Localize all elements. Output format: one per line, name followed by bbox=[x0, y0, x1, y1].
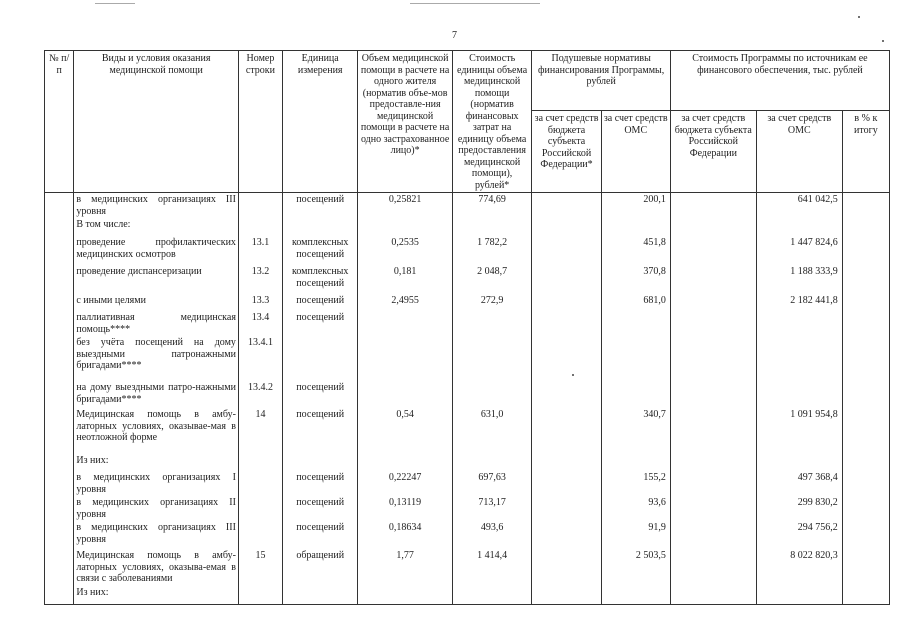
cell-norms-oms: 93,6 bbox=[601, 496, 670, 521]
cell-unit: комплексных посещений bbox=[282, 236, 357, 265]
cell-unit-cost bbox=[452, 218, 532, 236]
cell-unit-cost: 713,17 bbox=[452, 496, 532, 521]
cell-unit-cost: 1 782,2 bbox=[452, 236, 532, 265]
cell-unit bbox=[282, 218, 357, 236]
cell-line-number bbox=[238, 193, 282, 219]
cell-volume: 0,13119 bbox=[358, 496, 452, 521]
table-header bbox=[45, 51, 890, 193]
cell-unit-cost: 2 048,7 bbox=[452, 265, 532, 294]
cell-care-kind: паллиативная медицинская помощь**** bbox=[74, 311, 239, 336]
cell-row-number bbox=[45, 236, 74, 265]
cell-row-number bbox=[45, 586, 74, 604]
cell-sources-percent bbox=[842, 521, 889, 549]
cell-volume: 0,2535 bbox=[358, 236, 452, 265]
cell-unit bbox=[282, 586, 357, 604]
cell-sources-percent bbox=[842, 294, 889, 311]
cell-line-number bbox=[238, 454, 282, 471]
cell-sources-budget bbox=[670, 336, 756, 381]
cell-unit-cost bbox=[452, 454, 532, 471]
cell-sources-budget bbox=[670, 521, 756, 549]
cell-line-number: 15 bbox=[238, 549, 282, 586]
cell-care-kind: проведение профилактических медицинских осмотров bbox=[74, 236, 239, 265]
cell-unit: обращений bbox=[282, 549, 357, 586]
header-norms-budget: за счет средств бюджета субъекта Российской Федерации* bbox=[532, 111, 601, 193]
table-row bbox=[45, 218, 890, 236]
cell-sources-oms bbox=[756, 218, 842, 236]
cell-norms-oms bbox=[601, 454, 670, 471]
cell-volume: 0,54 bbox=[358, 408, 452, 454]
cell-sources-budget bbox=[670, 265, 756, 294]
cell-unit-cost: 1 414,4 bbox=[452, 549, 532, 586]
cell-norms-oms bbox=[601, 381, 670, 408]
cell-row-number bbox=[45, 311, 74, 336]
cell-norms-budget bbox=[532, 265, 601, 294]
cell-norms-budget bbox=[532, 218, 601, 236]
cell-norms-oms: 451,8 bbox=[601, 236, 670, 265]
cell-sources-oms bbox=[756, 381, 842, 408]
top-scan-line bbox=[410, 3, 540, 4]
header-norms-oms: за счет средств ОМС bbox=[601, 111, 670, 193]
cell-unit-cost: 272,9 bbox=[452, 294, 532, 311]
header-per-capita-norms: Подушевые нормативы финансирования Программы, рублей bbox=[532, 51, 670, 111]
cell-norms-budget bbox=[532, 408, 601, 454]
cell-line-number bbox=[238, 586, 282, 604]
cell-norms-budget bbox=[532, 236, 601, 265]
cell-sources-budget bbox=[670, 193, 756, 219]
header-unit: Единица измерения bbox=[282, 51, 357, 193]
cell-unit: комплексных посещений bbox=[282, 265, 357, 294]
cell-line-number: 13.3 bbox=[238, 294, 282, 311]
cell-sources-budget bbox=[670, 496, 756, 521]
program-cost-table bbox=[44, 50, 890, 605]
cell-volume bbox=[358, 381, 452, 408]
cell-row-number bbox=[45, 218, 74, 236]
cell-norms-oms bbox=[601, 586, 670, 604]
cell-row-number bbox=[45, 408, 74, 454]
cell-sources-percent bbox=[842, 549, 889, 586]
cell-unit: посещений bbox=[282, 521, 357, 549]
table-row bbox=[45, 496, 890, 521]
cell-sources-percent bbox=[842, 193, 889, 219]
cell-volume bbox=[358, 454, 452, 471]
cell-line-number bbox=[238, 496, 282, 521]
cell-norms-oms: 91,9 bbox=[601, 521, 670, 549]
cell-unit: посещений bbox=[282, 496, 357, 521]
cell-volume: 0,25821 bbox=[358, 193, 452, 219]
cell-sources-oms bbox=[756, 311, 842, 336]
header-volume: Объем медицинской помощи в расчете на одного жителя (норматив объе-мов предоставле-ния медицинской помощи в расчете на одно застрахованное лицо)* bbox=[358, 51, 452, 193]
cell-unit-cost: 631,0 bbox=[452, 408, 532, 454]
cell-sources-budget bbox=[670, 549, 756, 586]
cell-row-number bbox=[45, 381, 74, 408]
table-row bbox=[45, 336, 890, 381]
header-sources-budget: за счет средств бюджета субъекта Российской Федерации bbox=[670, 111, 756, 193]
table-row bbox=[45, 471, 890, 496]
page-number: 7 bbox=[452, 30, 457, 41]
cell-volume: 0,18634 bbox=[358, 521, 452, 549]
cell-care-kind: проведение диспансеризации bbox=[74, 265, 239, 294]
cell-norms-budget bbox=[532, 496, 601, 521]
cell-unit-cost bbox=[452, 336, 532, 381]
cell-norms-oms: 155,2 bbox=[601, 471, 670, 496]
cell-sources-budget bbox=[670, 408, 756, 454]
cell-sources-percent bbox=[842, 496, 889, 521]
cell-care-kind: Медицинская помощь в амбу-латорных условиях, оказыва-емая в связи с заболеваниями bbox=[74, 549, 239, 586]
cell-row-number bbox=[45, 496, 74, 521]
cell-line-number bbox=[238, 471, 282, 496]
cell-row-number bbox=[45, 521, 74, 549]
cell-sources-budget bbox=[670, 586, 756, 604]
cell-sources-percent bbox=[842, 408, 889, 454]
table-row bbox=[45, 381, 890, 408]
cell-norms-oms: 681,0 bbox=[601, 294, 670, 311]
header-sources-oms: за счет средств ОМС bbox=[756, 111, 842, 193]
header-program-cost-sources: Стоимость Программы по источникам ее финансового обеспечения, тыс. рублей bbox=[670, 51, 889, 111]
cell-line-number: 14 bbox=[238, 408, 282, 454]
cell-row-number bbox=[45, 549, 74, 586]
cell-line-number: 13.4.2 bbox=[238, 381, 282, 408]
cell-unit-cost: 493,6 bbox=[452, 521, 532, 549]
header-line-number: Номер строки bbox=[238, 51, 282, 193]
cell-volume bbox=[358, 218, 452, 236]
cell-sources-oms bbox=[756, 336, 842, 381]
cell-care-kind: Медицинская помощь в амбу-латорных условиях, оказывае-мая в неотложной форме bbox=[74, 408, 239, 454]
table-row bbox=[45, 408, 890, 454]
cell-norms-oms bbox=[601, 311, 670, 336]
cell-line-number bbox=[238, 218, 282, 236]
cell-sources-percent bbox=[842, 236, 889, 265]
cell-sources-percent bbox=[842, 311, 889, 336]
cell-volume bbox=[358, 586, 452, 604]
cell-sources-percent bbox=[842, 218, 889, 236]
scan-speck bbox=[882, 40, 884, 42]
cell-sources-budget bbox=[670, 294, 756, 311]
cell-line-number bbox=[238, 521, 282, 549]
cell-unit: посещений bbox=[282, 311, 357, 336]
cell-unit: посещений bbox=[282, 408, 357, 454]
header-unit-cost: Стоимость единицы объема медицинской помощи (норматив финансовых затрат на единицу объема предоставления медицинской помощи), рублей* bbox=[452, 51, 532, 193]
cell-norms-budget bbox=[532, 471, 601, 496]
cell-care-kind: в медицинских организациях III уровня bbox=[74, 521, 239, 549]
cell-norms-budget bbox=[532, 311, 601, 336]
cell-sources-budget bbox=[670, 454, 756, 471]
cell-care-kind: Из них: bbox=[74, 586, 239, 604]
cell-sources-percent bbox=[842, 336, 889, 381]
cell-sources-oms: 1 091 954,8 bbox=[756, 408, 842, 454]
table-row bbox=[45, 236, 890, 265]
cell-sources-percent bbox=[842, 586, 889, 604]
cell-line-number: 13.1 bbox=[238, 236, 282, 265]
cell-unit: посещений bbox=[282, 193, 357, 219]
cell-norms-budget bbox=[532, 586, 601, 604]
cell-unit-cost bbox=[452, 586, 532, 604]
cell-volume: 0,181 bbox=[358, 265, 452, 294]
cell-norms-oms: 340,7 bbox=[601, 408, 670, 454]
cell-row-number bbox=[45, 193, 74, 219]
cell-care-kind: в медицинских организациях II уровня bbox=[74, 496, 239, 521]
cell-unit: посещений bbox=[282, 471, 357, 496]
cell-unit-cost: 697,63 bbox=[452, 471, 532, 496]
cell-sources-percent bbox=[842, 454, 889, 471]
cell-sources-oms: 641 042,5 bbox=[756, 193, 842, 219]
cell-care-kind: в медицинских организациях III уровня bbox=[74, 193, 239, 219]
cell-unit bbox=[282, 454, 357, 471]
cell-line-number: 13.4.1 bbox=[238, 336, 282, 381]
cell-line-number: 13.4 bbox=[238, 311, 282, 336]
header-row-number: № п/п bbox=[45, 51, 74, 193]
cell-volume: 0,22247 bbox=[358, 471, 452, 496]
cell-volume: 1,77 bbox=[358, 549, 452, 586]
cell-volume: 2,4955 bbox=[358, 294, 452, 311]
table-row bbox=[45, 586, 890, 604]
cell-row-number bbox=[45, 265, 74, 294]
cell-volume bbox=[358, 311, 452, 336]
header-sources-percent: в % к итогу bbox=[842, 111, 889, 193]
cell-sources-oms bbox=[756, 454, 842, 471]
cell-sources-percent bbox=[842, 265, 889, 294]
cell-sources-oms: 294 756,2 bbox=[756, 521, 842, 549]
cell-unit bbox=[282, 336, 357, 381]
cell-norms-budget bbox=[532, 549, 601, 586]
table-row bbox=[45, 265, 890, 294]
cell-sources-oms: 497 368,4 bbox=[756, 471, 842, 496]
cell-unit-cost: 774,69 bbox=[452, 193, 532, 219]
cell-sources-oms: 1 447 824,6 bbox=[756, 236, 842, 265]
cell-unit-cost bbox=[452, 381, 532, 408]
cell-care-kind: в медицинских организациях I уровня bbox=[74, 471, 239, 496]
cell-norms-budget bbox=[532, 454, 601, 471]
cell-row-number bbox=[45, 454, 74, 471]
scan-speck bbox=[858, 16, 860, 18]
cell-norms-oms: 2 503,5 bbox=[601, 549, 670, 586]
header-care-kind: Виды и условия оказания медицинской помощи bbox=[74, 51, 239, 193]
cell-volume bbox=[358, 336, 452, 381]
cell-sources-budget bbox=[670, 311, 756, 336]
cell-care-kind: Из них: bbox=[74, 454, 239, 471]
cell-sources-oms: 1 188 333,9 bbox=[756, 265, 842, 294]
table-body bbox=[45, 193, 890, 605]
table-row bbox=[45, 521, 890, 549]
cell-care-kind: на дому выездными патро-нажными бригадами**** bbox=[74, 381, 239, 408]
cell-unit: посещений bbox=[282, 381, 357, 408]
cell-sources-budget bbox=[670, 471, 756, 496]
cell-norms-oms bbox=[601, 336, 670, 381]
cell-sources-oms bbox=[756, 586, 842, 604]
top-scan-line bbox=[95, 3, 135, 4]
cell-unit: посещений bbox=[282, 294, 357, 311]
table-row bbox=[45, 549, 890, 586]
table-row bbox=[45, 193, 890, 219]
table-row bbox=[45, 454, 890, 471]
table-row bbox=[45, 294, 890, 311]
cell-line-number: 13.2 bbox=[238, 265, 282, 294]
cell-sources-budget bbox=[670, 218, 756, 236]
cell-row-number bbox=[45, 294, 74, 311]
cell-norms-oms bbox=[601, 218, 670, 236]
cell-sources-oms: 299 830,2 bbox=[756, 496, 842, 521]
cell-sources-percent bbox=[842, 381, 889, 408]
cell-sources-budget bbox=[670, 381, 756, 408]
cell-norms-oms: 200,1 bbox=[601, 193, 670, 219]
cell-norms-oms: 370,8 bbox=[601, 265, 670, 294]
cell-sources-percent bbox=[842, 471, 889, 496]
table-row bbox=[45, 311, 890, 336]
cell-norms-budget bbox=[532, 193, 601, 219]
cell-norms-budget bbox=[532, 381, 601, 408]
cell-sources-oms: 8 022 820,3 bbox=[756, 549, 842, 586]
cell-sources-budget bbox=[670, 236, 756, 265]
cell-row-number bbox=[45, 336, 74, 381]
cell-norms-budget bbox=[532, 294, 601, 311]
cell-care-kind: В том числе: bbox=[74, 218, 239, 236]
cell-unit-cost bbox=[452, 311, 532, 336]
cell-norms-budget bbox=[532, 521, 601, 549]
cell-care-kind: с иными целями bbox=[74, 294, 239, 311]
cell-sources-oms: 2 182 441,8 bbox=[756, 294, 842, 311]
cell-care-kind: без учёта посещений на дому выездными патронажными бригадами**** bbox=[74, 336, 239, 381]
cell-row-number bbox=[45, 471, 74, 496]
cell-norms-budget bbox=[532, 336, 601, 381]
